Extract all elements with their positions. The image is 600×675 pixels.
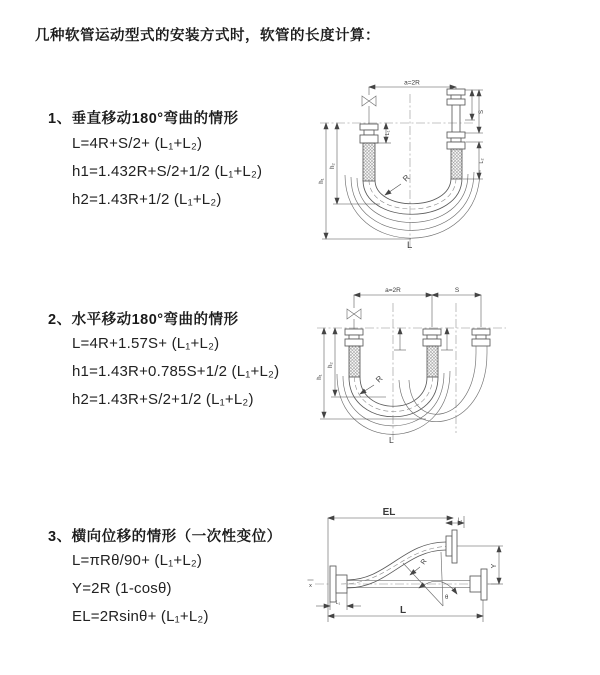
flange-top-right (446, 530, 457, 563)
label-a2r: a=2R (385, 287, 401, 294)
label-h2: h₂ (330, 163, 336, 169)
label-x: x (309, 583, 312, 589)
diagram-horizontal-move (314, 283, 599, 451)
radius-callout (410, 558, 429, 575)
braided-hose-right (451, 149, 462, 179)
section-2-formula-h2: h2=1.43R+S/2+1/2 (L₁+L₂) (72, 391, 254, 408)
diagram-lateral-move (303, 502, 595, 650)
dimension-l (328, 518, 483, 622)
flange-right (447, 89, 465, 179)
section-3-formula-L: L=πRθ/90+ (L₁+L₂) (72, 552, 203, 569)
flange-left (345, 329, 363, 377)
section-1-formula-h2: h2=1.43R+1/2 (L₁+L₂) (72, 191, 222, 208)
flange-left (360, 124, 378, 181)
valve-icon (362, 96, 376, 124)
section-1-formula-L: L=4R+S/2+ (L₁+L₂) (72, 135, 203, 152)
label-h1: h₁ (319, 178, 325, 184)
label-theta: θ (445, 595, 449, 601)
section-1-formula-h1: h1=1.432R+S/2+1/2 (L₁+L₂) (72, 163, 263, 180)
braided-hose-left (349, 346, 360, 377)
label-l-bottom: L (407, 240, 413, 251)
dimension-h1 (317, 328, 426, 419)
label-s: S (454, 287, 460, 294)
dimension-l1 (316, 593, 361, 610)
label-l2: L₂ (479, 158, 485, 164)
dimension-a2r (354, 287, 432, 295)
dimension-s (432, 287, 481, 295)
label-l-bottom: L (389, 435, 394, 445)
section-2-formula-L: L=4R+1.57S+ (L₁+L₂) (72, 335, 220, 352)
page-title: 几种软管运动型式的安装方式时，软管的长度计算： (35, 28, 380, 44)
label-a2r: a=2R (404, 79, 420, 87)
label-r: R (374, 373, 385, 385)
diagram-vertical-move (316, 76, 591, 254)
label-h1: h₁ (317, 374, 323, 380)
label-el: EL (382, 507, 396, 518)
section-3-heading: 3、横向位移的情形（一次性变位） (48, 529, 282, 545)
label-r: R (419, 557, 429, 567)
label-l2: L₂ (457, 517, 463, 524)
dimension-fitting-left (394, 328, 406, 350)
section-3-formula-Y: Y=2R (1-cosθ) (72, 580, 172, 597)
hose-u-curves (337, 371, 450, 434)
section-1-heading: 1、垂直移动180°弯曲的情形 (48, 111, 239, 127)
braided-hose-middle (427, 346, 438, 377)
centerline-end-mark (308, 580, 314, 589)
label-r: R (401, 172, 412, 184)
hose-u-ghost-shifted (399, 353, 487, 422)
valve-icon (347, 309, 361, 329)
label-l1: L₁ (385, 130, 391, 136)
label-y: Y (491, 563, 498, 569)
label-h2: h₂ (328, 362, 334, 368)
section-2-formula-h1: h1=1.43R+0.785S+1/2 (L₁+L₂) (72, 363, 280, 380)
dimension-a2r (369, 80, 456, 96)
section-2-heading: 2、水平移动180°弯曲的情形 (48, 312, 239, 328)
section-3-formula-EL: EL=2Rsinθ+ (L₁+L₂) (72, 608, 209, 625)
braided-hose-left (363, 143, 375, 181)
label-l1: L₁ (335, 600, 341, 606)
flange-middle (423, 329, 441, 377)
dimension-el (328, 507, 453, 518)
dimension-s (465, 90, 485, 133)
dimension-fitting-middle (441, 328, 453, 350)
radius-callout (385, 173, 412, 195)
flange-right-ghost (472, 329, 490, 353)
label-s: S (479, 109, 485, 115)
label-l-bottom: L (399, 605, 407, 616)
flange-bottom-right-ghost (470, 569, 487, 600)
